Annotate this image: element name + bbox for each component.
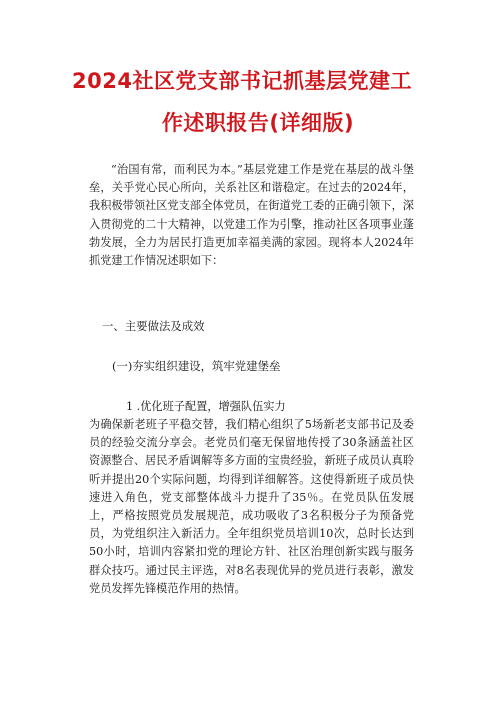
document-title-line2: 作述职报告(详细版) <box>161 111 355 135</box>
section-heading: 一、主要做法及成效 <box>102 319 205 333</box>
document-title-line1: 2024社区党支部书记抓基层党建工 <box>72 69 412 93</box>
intro-paragraph: “治国有常，而利民为本。”基层党建工作是党在基层的战斗堡垒，关乎党心民心所向，关系社区和谐稳定。在过去的2024年，我积极带领社区党支部全体党员，在街道党工委的正确引领下，深入贯彻党的二十大精神，以党建工作为引擎，推动社区各项事业蓬勃发展，全力为居民打造更加幸福美满的家园。现将本人2024年抓党建工作情况述职如下： <box>89 163 414 268</box>
body-paragraph: 为确保新老班子平稳交替，我们精心组织了5场新老支部书记及委员的经验交流分享会。老党员们毫无保留地传授了30条涵盖社区资源整合、居民矛盾调解等多方面的宝贵经验，新班子成员认真聆听并提出20个实际问题，均得到详细解答。这使得新班子成员快速进入角色，党支部整体战斗力提升了35％。在党员队伍发展上，严格按照党员发展规范，成功吸收了3名积极分子为预备党员，为党组织注入新活力。全年组织党员培训10次，总时长达到50小时，培训内容紧扣党的理论方针、社区治理创新实践与服务群众技巧。通过民主评选，对8名表现优异的党员进行表彰，激发党员发挥先锋模范作用的热情。 <box>89 418 414 595</box>
item-heading: 1 .优化班子配置，增强队伍实力 <box>126 400 286 413</box>
subsection-heading: (一)夯实组织建设，筑牢党建堡垒 <box>112 359 281 373</box>
